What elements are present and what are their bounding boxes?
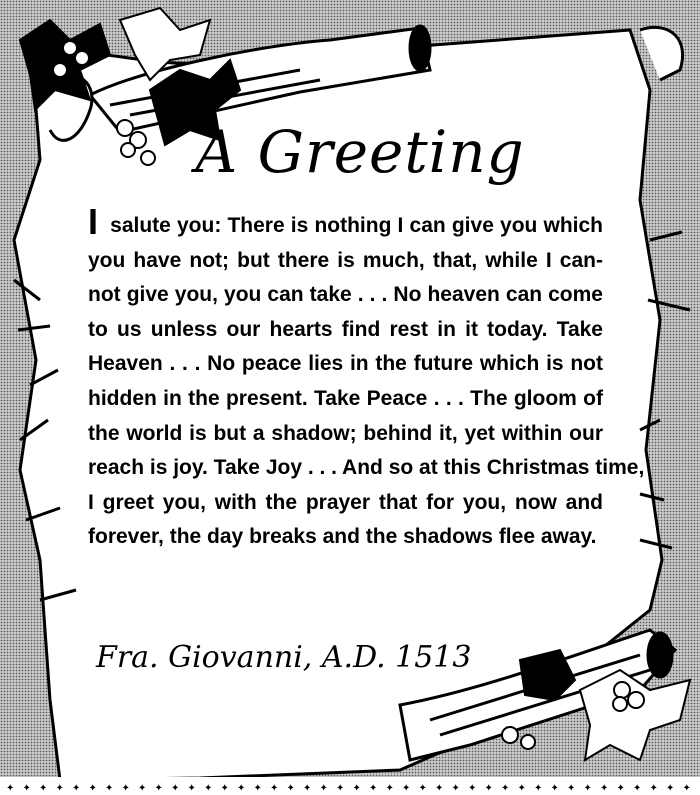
border-star: ✦: [121, 783, 130, 792]
border-star: ✦: [567, 783, 576, 792]
border-star: ✦: [385, 783, 394, 792]
border-star: ✦: [336, 783, 345, 792]
border-star: ✦: [402, 783, 411, 792]
border-star: ✦: [138, 783, 147, 792]
border-star: ✦: [534, 783, 543, 792]
border-star: ✦: [22, 783, 31, 792]
border-star: ✦: [6, 783, 15, 792]
border-star: ✦: [303, 783, 312, 792]
border-star: ✦: [682, 783, 691, 792]
border-star: ✦: [517, 783, 526, 792]
body-line-7: the world is but a shadow; behind it, yet within our: [88, 421, 603, 445]
border-star: ✦: [39, 783, 48, 792]
signature: Fra. Giovanni, A.D. 1513: [96, 640, 472, 675]
body-line-5: Heaven . . . No peace lies in the future which is not: [88, 352, 603, 376]
body-line-3: not give you, you can take . . . No heaven can come: [88, 283, 603, 307]
border-star: ✦: [286, 783, 295, 792]
border-star: ✦: [616, 783, 625, 792]
border-star: ✦: [600, 783, 609, 792]
greeting-body: [88, 201, 645, 555]
body-line-6: hidden in the present. Take Peace . . . The gloom of: [88, 386, 603, 410]
body-line-8: reach is joy. Take Joy . . . And so at this Christmas time,: [88, 456, 645, 480]
dropcap-letter: I: [88, 201, 99, 242]
border-star: ✦: [72, 783, 81, 792]
border-star: ✦: [204, 783, 213, 792]
border-star: ✦: [171, 783, 180, 792]
border-star: ✦: [435, 783, 444, 792]
body-line-1: [88, 201, 603, 244]
body-line-9: I greet you, with the prayer that for you, now and: [88, 490, 603, 514]
body-line-4: to us unless our hearts find rest in it today. Take: [88, 317, 603, 341]
border-star: ✦: [484, 783, 493, 792]
border-star: ✦: [369, 783, 378, 792]
border-star: ✦: [88, 783, 97, 792]
border-star: ✦: [187, 783, 196, 792]
border-star: ✦: [451, 783, 460, 792]
page-title: A Greeting: [195, 118, 525, 186]
border-star: ✦: [666, 783, 675, 792]
border-star: ✦: [105, 783, 114, 792]
border-star: ✦: [418, 783, 427, 792]
border-star: ✦: [352, 783, 361, 792]
border-star: ✦: [55, 783, 64, 792]
right-curl: [640, 27, 683, 80]
border-star: ✦: [220, 783, 229, 792]
border-star: ✦: [270, 783, 279, 792]
border-star: ✦: [253, 783, 262, 792]
body-line-2: you have not; but there is much, that, while I can-: [88, 248, 603, 272]
border-star: ✦: [649, 783, 658, 792]
body-line-text: salute you: There is nothing I can give you which: [104, 214, 603, 237]
border-star: ✦: [319, 783, 328, 792]
bottom-border-strip: [0, 777, 700, 795]
border-star: ✦: [468, 783, 477, 792]
border-star: ✦: [550, 783, 559, 792]
border-star: ✦: [501, 783, 510, 792]
border-star: ✦: [154, 783, 163, 792]
border-star: ✦: [237, 783, 246, 792]
star-border: [0, 782, 700, 792]
body-line-10: forever, the day breaks and the shadows flee away.: [88, 525, 597, 549]
border-star: ✦: [583, 783, 592, 792]
border-star: ✦: [633, 783, 642, 792]
